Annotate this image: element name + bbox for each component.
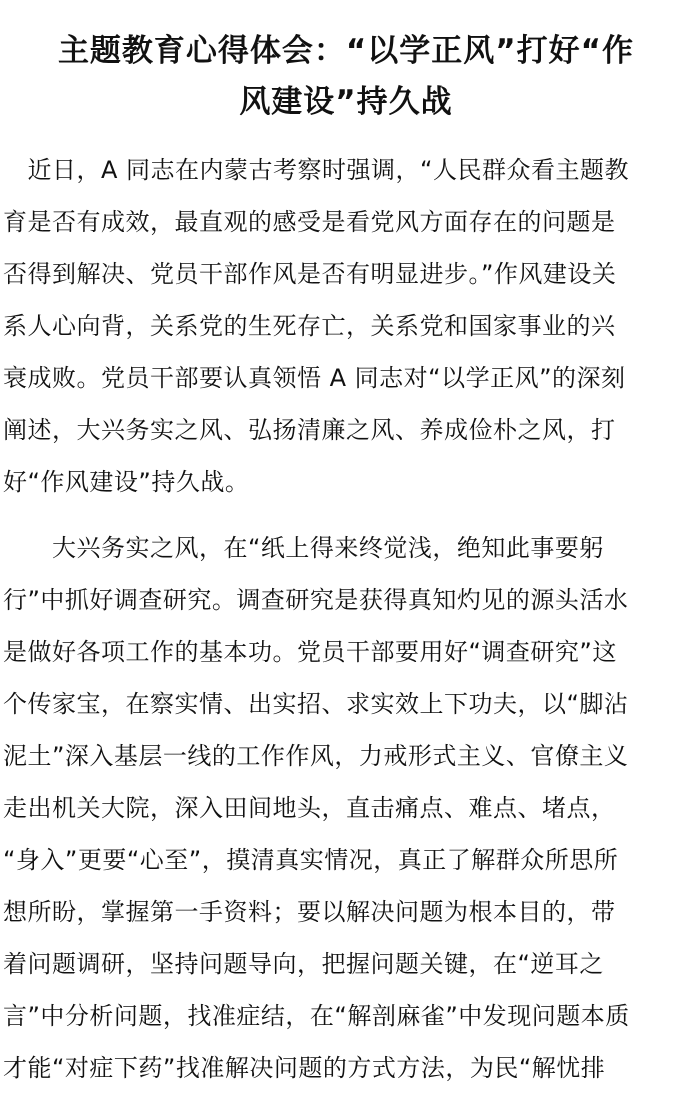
text-line: 是做好各项工作的基本功。党员干部要用好“调查研究”这 <box>3 638 617 666</box>
text-line: 育是否有成效，最直观的感受是看党风方面存在的问题是 <box>3 208 616 236</box>
text-line: 想所盼，掌握第一手资料；要以解决问题为根本目的，带 <box>3 898 616 926</box>
text-line: 阐述，大兴务实之风、弘扬清廉之风、养成俭朴之风，打 <box>3 416 616 444</box>
text-line: 才能“对症下药”找准解决问题的方式方法，为民“解忧排 <box>3 1054 606 1082</box>
text-line: 系人心向背，关系党的生死存亡，关系党和国家事业的兴 <box>3 312 616 340</box>
text-line: 近日，A 同志在内蒙古考察时强调，“人民群众看主题教 <box>3 156 629 184</box>
text-line: 否得到解决、党员干部作风是否有明显进步。”作风建设关 <box>3 260 617 288</box>
text-line: 着问题调研，坚持问题导向，把握问题关键，在“逆耳之 <box>3 950 604 978</box>
text-line: 言”中分析问题，找准症结，在“解剖麻雀”中发现问题本质 <box>3 1002 630 1030</box>
text-line: 大兴务实之风，在“纸上得来终觉浅，绝知此事要躬 <box>3 534 604 562</box>
paragraph-2 <box>3 522 689 1094</box>
text-line: 个传家宝，在察实情、出实招、求实效上下功夫，以“脚沾 <box>3 690 629 718</box>
text-line: 走出机关大院，深入田间地头，直击痛点、难点、堵点， <box>3 794 616 822</box>
text-line: “身入”更要“心至”，摸清真实情况，真正了解群众所思所 <box>3 846 619 874</box>
text-line: 好“作风建设”持久战。 <box>3 468 250 496</box>
paragraph-1 <box>3 144 689 508</box>
title-line: 主题教育心得体会：“以学正风”打好“作 <box>57 33 635 69</box>
text-line: 衰成败。党员干部要认真领悟 A 同志对“以学正风”的深刻 <box>3 364 626 392</box>
document-title <box>3 26 689 128</box>
title-line: 风建设”持久战 <box>239 84 453 120</box>
text-line: 泥土”深入基层一线的工作作风，力戒形式主义、官僚主义 <box>3 742 629 770</box>
text-line: 行”中抓好调查研究。调查研究是获得真知灼见的源头活水 <box>3 586 629 614</box>
